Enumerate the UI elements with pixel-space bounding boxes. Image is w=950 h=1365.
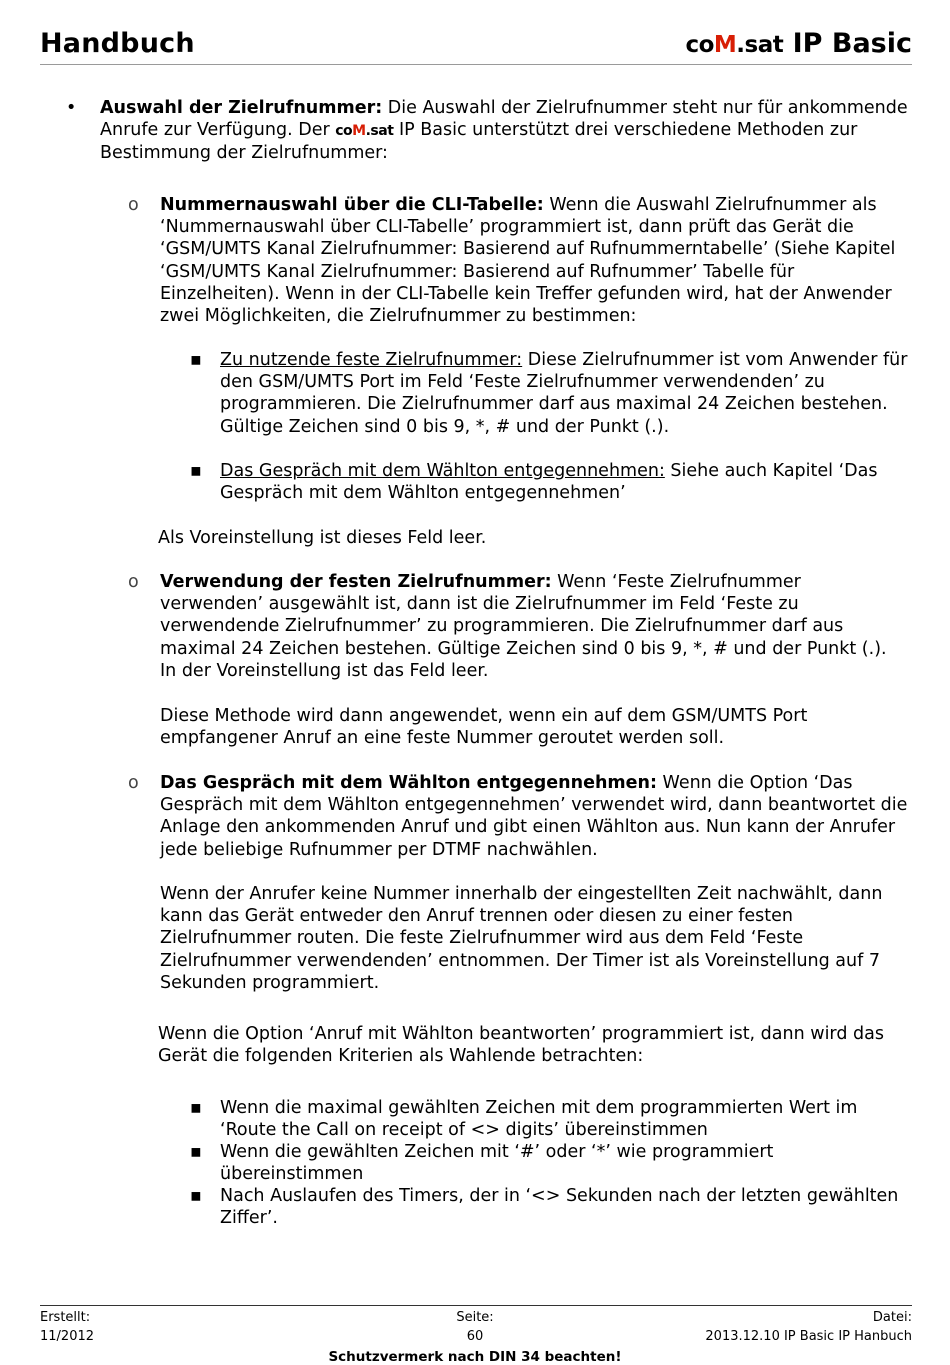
method-cli-text: Wenn die Auswahl Zielrufnummer als ‘Nummernauswahl über CLI-Tabelle’ programmiert ist, dann prüft das Gerät die ‘GSM/UMTS Kanal Zielrufnummer: Basierend auf Rufnummerntabelle’ (Siehe Kapitel ‘GSM/UMTS Kanal Zielrufnummer: Basierend auf Rufnummer’ Tabelle für Einzelheiten). Wenn in der CLI-Tabelle kein Treffer gefunden wird, hat der Anwender zwei Möglichkeiten, die Zielrufnummer zu bestimmen:: [160, 195, 896, 327]
default-note: Als Voreinstellung ist dieses Feld leer.: [158, 528, 487, 548]
intro-text-1: Die Auswahl der Zielrufnummer steht nur für ankommende Anrufe zur Verfügung. Der: [100, 98, 908, 141]
disc-bullet: •: [66, 98, 77, 118]
criteria-item: Wenn die gewählten Zeichen mit ‘#’ oder ‘*’ wie programmiert übereinstimmen: [220, 1142, 774, 1185]
method-dial-criteria-intro: Wenn die Option ‘Anruf mit Wählton beantworten’ programmiert ist, dann wird das Gerät die folgenden Kriterien als Wahlende betrachten:: [158, 1024, 884, 1067]
method-cli-table: [160, 194, 915, 327]
logo-co: co: [685, 32, 714, 58]
method-fixed-heading: Verwendung der festen Zielrufnummer:: [160, 572, 552, 592]
square-bullet: ▪: [190, 1186, 202, 1206]
option-dial-text: Siehe auch Kapitel ‘Das Gespräch mit dem Wählton entgegennehmen’: [220, 461, 878, 504]
option-dial-heading: Das Gespräch mit dem Wählton entgegennehmen:: [220, 461, 665, 481]
criteria-item: Nach Auslaufen des Timers, der in ‘<> Sekunden nach der letzten gewählten Ziffer’.: [220, 1186, 899, 1229]
footer-page-label: Seite:: [456, 1310, 494, 1325]
logo-m: M: [713, 32, 737, 58]
comsat-logo: [685, 32, 783, 58]
intro-heading: Auswahl der Zielrufnummer:: [100, 98, 383, 118]
page-header: [40, 28, 912, 65]
square-bullet: ▪: [190, 1142, 202, 1162]
header-product: IP Basic: [783, 28, 912, 59]
footer-created-value: 11/2012: [40, 1329, 95, 1344]
footer-created-label: Erstellt:: [40, 1310, 91, 1325]
method-fixed-usage: Diese Methode wird dann angewendet, wenn ein auf dem GSM/UMTS Port empfangener Anruf an eine feste Nummer geroutet werden soll.: [160, 706, 808, 749]
option-fixed-heading: Zu nutzende feste Zielrufnummer:: [220, 350, 523, 370]
footer-file-label: Datei:: [872, 1310, 912, 1325]
circle-bullet: o: [128, 572, 139, 592]
square-bullet: ▪: [190, 350, 202, 370]
option-fixed-text: Diese Zielrufnummer ist vom Anwender für den GSM/UMTS Port im Feld ‘Feste Zielrufnummer verwendenden’ zu programmieren. Die Zielrufnummer darf aus maximal 24 Zeichen bestehen. Gültige Zeichen sind 0 bis 9, *, # und der Punkt (.).: [220, 350, 908, 437]
criteria-item: Wenn die maximal gewählten Zeichen mit dem programmierten Wert im ‘Route the Call on receipt of <> digits’ übereinstimmen: [220, 1098, 858, 1141]
method-fixed-text: Wenn ‘Feste Zielrufnummer verwenden’ ausgewählt ist, dann ist die Zielrufnummer im Feld ‘Feste zu verwendende Zielrufnummer’ zu programmieren. Die Zielrufnummer darf aus maximal 24 Zeichen bestehen. Gültige Zeichen sind 0 bis 9, *, # und der Punkt (.). In der Voreinstellung ist das Feld leer.: [160, 572, 887, 681]
footer-file-value: 2013.12.10 IP Basic IP Hanbuch: [705, 1329, 912, 1344]
footer-page-number: 60: [466, 1329, 484, 1344]
inline-comsat-logo: [335, 123, 393, 139]
circle-bullet: o: [128, 773, 139, 793]
option-fixed-number: [220, 349, 917, 438]
method-cli-heading: Nummernauswahl über die CLI-Tabelle:: [160, 195, 544, 215]
inline-logo-co: co: [335, 123, 353, 140]
intro-paragraph: [100, 97, 915, 165]
logo-sat: .sat: [736, 32, 784, 58]
inline-logo-sat: .sat: [365, 123, 394, 140]
method-dial-timer: Wenn der Anrufer keine Nummer innerhalb der eingestellten Zeit nachwählt, dann kann das Gerät entweder den Anruf trennen oder diesen zu einer festen Zielrufnummer routen. Die feste Zielrufnummer wird aus dem Feld ‘Feste Zielrufnummer verwendenden’ entnommen. Der Timer ist als Voreinstellung auf 7 Sekunden programmiert.: [160, 884, 883, 993]
footer-divider: [40, 1305, 912, 1306]
method-dial-heading: Das Gespräch mit dem Wählton entgegennehmen:: [160, 773, 657, 793]
option-dial-tone: [220, 460, 917, 504]
inline-logo-m: M: [352, 123, 366, 140]
method-dial-text: Wenn die Option ‘Das Gespräch mit dem Wählton entgegennehmen’ verwendet wird, dann beantwortet die Anlage den ankommenden Anruf und gibt einen Wählton aus. Nun kann der Anrufer jede beliebige Rufnummer per DTMF nachwählen.: [160, 773, 908, 860]
header-title: Handbuch: [40, 28, 195, 59]
square-bullet: ▪: [190, 1098, 202, 1118]
square-bullet: ▪: [190, 461, 202, 481]
circle-bullet: o: [128, 195, 139, 215]
method-dial-tone: [160, 772, 915, 861]
header-brand: [685, 28, 912, 59]
method-fixed-number: [160, 571, 905, 682]
footer-protection-notice: Schutzvermerk nach DIN 34 beachten!: [328, 1349, 622, 1365]
intro-text-2: IP Basic unterstützt drei verschiedene Methoden zur Bestimmung der Zielrufnummer:: [100, 120, 858, 164]
